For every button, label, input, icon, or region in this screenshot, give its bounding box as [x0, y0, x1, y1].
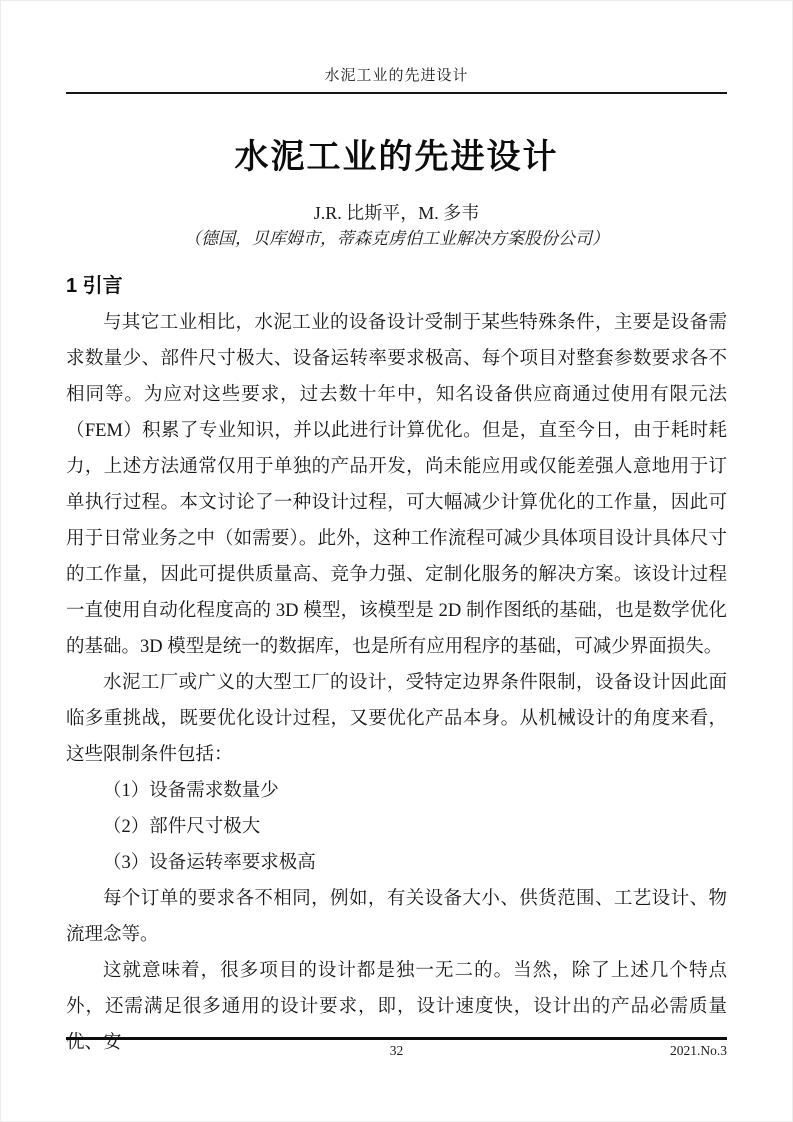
footer-rule — [66, 1037, 727, 1040]
body-paragraph-4: 这就意味着，很多项目的设计都是独一无二的。当然，除了上述几个特点外，还需满足很多通用的设计要求，即，设计速度快，设计出的产品必需质量优、安 — [66, 961, 727, 1053]
authors-affiliation: （德国，贝库姆市，蒂森克虏伯工业解决方案股份公司） — [184, 229, 609, 248]
list-item-1: （1）设备需求数量少 — [103, 781, 279, 801]
authors-byline: J.R. 比斯平，M. 多韦 — [313, 203, 480, 223]
body-paragraph-1: 与其它工业相比，水泥工业的设备设计受制于某些特殊条件，主要是设备需求数量少、部件尺寸极大、设备运转率要求极高、每个项目对整套参数要求各不相同等。为应对这些要求，过去数十年中，知名设备供应商通过使用有限元法（FEM）积累了专业知识，并以此进行计算优化。但是，直至今日，由于耗时耗力，上述方法通常仅用于单独的产品开发，尚未能应用或仅能差强人意地用于订单执行过程。本文讨论了一种设计过程，可大幅减少计算优化的工作量，因此可用于日常业务之中（如需要）。此外，这种工作流程可减少具体项目设计具体尺寸的工作量，因此可提供质量高、竞争力强、定制化服务的解决方案。该设计过程一直使用自动化程度高的 3D 模型，该模型是 2D 制作图纸的基础，也是数学优化的基础。3D 模型是统一的数据库，也是所有应用程序的基础，可减少界面损失。 — [66, 313, 727, 657]
page-footer — [66, 1037, 727, 1064]
page-header — [66, 1, 727, 94]
body-paragraph-3: 每个订单的要求各不相同，例如，有关设备大小、供货范围、工艺设计、物流理念等。 — [66, 889, 727, 945]
body-paragraph-2: 水泥工厂或广义的大型工厂的设计，受特定边界条件限制，设备设计因此面临多重挑战，既要优化设计过程，又要优化产品本身。从机械设计的角度来看，这些限制条件包括： — [66, 673, 727, 765]
running-title: 水泥工业的先进设计 — [324, 68, 469, 84]
list-item-3: （3）设备运转率要求极高 — [103, 853, 316, 873]
footer-row — [66, 1042, 727, 1064]
header-rule — [66, 92, 727, 94]
issue-label: 2021.No.3 — [670, 1043, 727, 1058]
article-title: 水泥工业的先进设计 — [234, 138, 559, 176]
article-body — [66, 273, 727, 1061]
page-number: 32 — [389, 1043, 404, 1058]
body-text — [66, 305, 727, 1061]
section-heading-introduction: 1 引言 — [66, 275, 123, 297]
constraint-list — [66, 773, 727, 881]
list-item-2: （2）部件尺寸极大 — [103, 817, 261, 837]
